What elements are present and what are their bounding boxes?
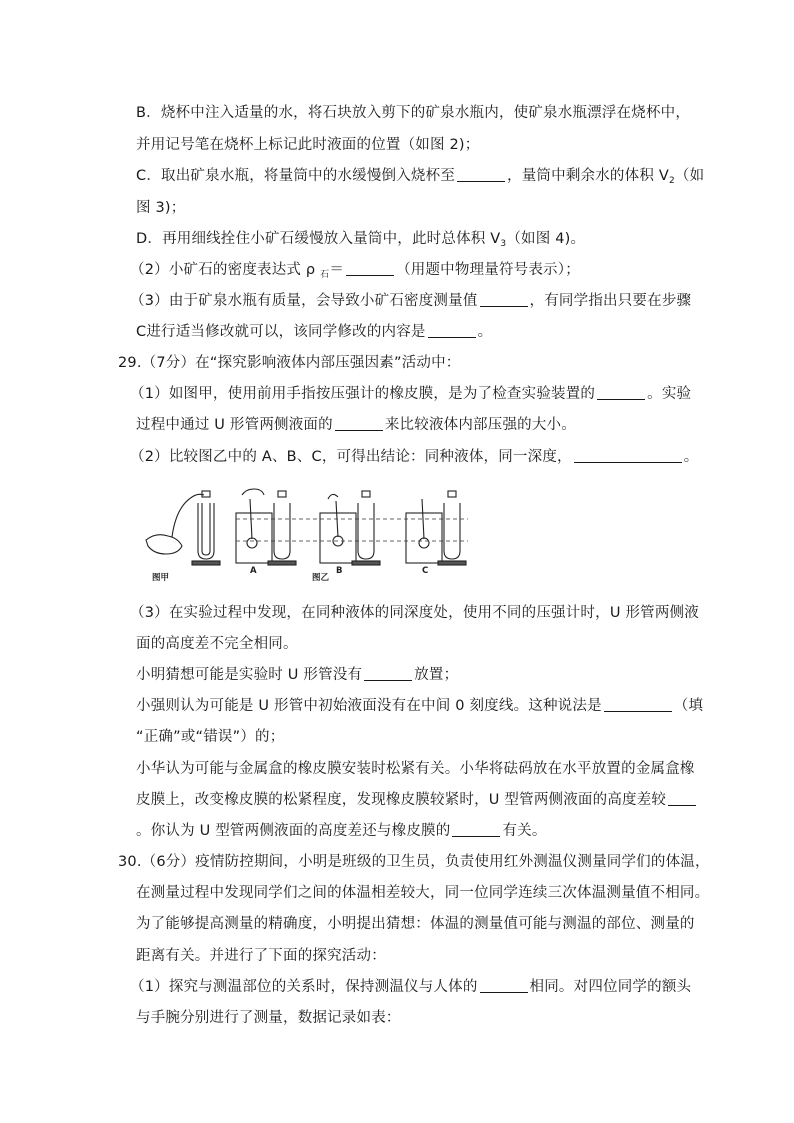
- probe-c: [419, 538, 429, 548]
- gauge-base: [352, 561, 380, 565]
- text-line: 过程中通过 U 形管两侧液面的 来比较液体内部压强的大小。: [136, 417, 576, 433]
- probe-a: [247, 538, 257, 548]
- text-line: 为了能够提高测量的精确度，小明提出猜想：体温的测量值可能与测温的部位、测量的: [136, 916, 695, 932]
- gauge-clamp: [278, 491, 286, 497]
- text-line: 距离有关。并进行了下面的探究活动：: [136, 948, 386, 964]
- hand-shape: [146, 535, 182, 554]
- hand-b: [328, 494, 338, 499]
- rubber-tube: [172, 494, 204, 537]
- figure-label-jia: 图甲: [152, 573, 170, 583]
- gauge-base: [438, 561, 466, 565]
- beaker-b: [320, 513, 356, 563]
- gauge-clamp: [448, 491, 456, 497]
- figure-svg: [138, 485, 478, 585]
- answer-blank[interactable]: [346, 261, 394, 276]
- text-line: 小明猜想可能是实验时 U 形管没有 放置；: [136, 667, 459, 683]
- u-tube-jia: [198, 503, 214, 559]
- gauge-clamp: [362, 491, 370, 497]
- text-line: （2）小矿石的密度表达式 ρ $_石$＝ （用题中物理量符号表示）；: [130, 262, 580, 280]
- text-line: 图 3)；: [136, 200, 186, 216]
- u-tube-a: [274, 503, 290, 559]
- text-line: 并用记号笔在烧杯上标记此时液面的位置（如图 2)；: [136, 137, 480, 153]
- answer-blank[interactable]: [668, 791, 696, 806]
- text-line: 小强则认为可能是 U 形管中初始液面没有在中间 0 刻度线。这种说法是 （填: [136, 698, 704, 714]
- u-tube-c: [444, 503, 460, 559]
- answer-blank[interactable]: [335, 416, 383, 431]
- text-line: 与手腕分别进行了测量，数据记录如表：: [136, 1010, 401, 1026]
- figure-label-yi: 图乙: [312, 573, 330, 583]
- answer-blank[interactable]: [597, 385, 645, 400]
- question-heading: 29.（7分）在“探究影响液体内部压强因素”活动中：: [118, 355, 461, 371]
- text-line: 。你认为 U 型管两侧液面的高度差还与橡皮膜的 有关。: [136, 823, 547, 839]
- gauge-base: [192, 561, 220, 565]
- text-line: 小华认为可能与金属盒的橡皮膜安装时松紧有关。小华将砝码放在水平放置的金属盒橡: [136, 761, 695, 777]
- text-line: （1）如图甲，使用前用手指按压强计的橡皮膜，是为了检查实验装置的 。实验: [130, 386, 692, 402]
- text-line: B．烧杯中注入适量的水，将石块放入剪下的矿泉水瓶内，使矿泉水瓶漂浮在烧杯中，: [136, 105, 691, 121]
- figure-label-a: A: [250, 566, 257, 576]
- figure-label-c: C: [422, 566, 429, 576]
- gauge-base: [268, 561, 296, 565]
- text-line: （3）在实验过程中发现，在同种液体的同深度处，使用不同的压强计时，U 形管两侧液: [130, 605, 699, 621]
- probe-stem-c: [422, 499, 424, 539]
- answer-blank[interactable]: [480, 978, 528, 993]
- figure-label-b: B: [336, 566, 343, 576]
- text-line: C进行适当修改就可以，该同学修改的内容是 。: [136, 324, 493, 340]
- question-heading: 30.（6分）疫情防控期间，小明是班级的卫生员，负责使用红外测温仪测量同学们的体温，: [118, 854, 710, 870]
- answer-blank[interactable]: [428, 323, 476, 338]
- answer-blank[interactable]: [604, 697, 672, 712]
- u-tube-b: [358, 503, 374, 559]
- text-line: 在测量过程中发现同学们之间的体温相差较大，同一位同学连续三次体温测量值不相同。: [136, 885, 710, 901]
- text-line: C．取出矿泉水瓶，将量筒中的水缓慢倒入烧杯至 ，量筒中剩余水的体积 $V_2$（如: [136, 168, 705, 186]
- text-line: 面的高度差不完全相同。: [136, 636, 298, 652]
- answer-blank[interactable]: [480, 292, 528, 307]
- answer-blank[interactable]: [457, 167, 505, 182]
- gauge-clamp: [202, 491, 210, 497]
- answer-blank[interactable]: [574, 448, 682, 463]
- text-line: （3）由于矿泉水瓶有质量，会导致小矿石密度测量值 ，有同学指出只要在步骤: [130, 293, 692, 309]
- text-line: “正确”或“错误”）的；: [136, 729, 285, 745]
- text-line: D．再用细线拴住小矿石缓慢放入量筒中，此时总体积 $V_3$（如图 4)。: [136, 231, 586, 249]
- u-tube-inner-jia: [202, 503, 210, 555]
- answer-blank[interactable]: [364, 666, 412, 681]
- tube-a: [242, 489, 264, 495]
- answer-blank[interactable]: [452, 822, 500, 837]
- text-line: （1）探究与测温部位的关系时，保持测温仪与人体的 相同。对四位同学的额头: [130, 979, 692, 995]
- text-line: （2）比较图乙中的 A、B、C，可得出结论：同种液体，同一深度， 。: [130, 449, 699, 465]
- text-line: 皮膜上，改变橡皮膜的松紧程度，发现橡皮膜较紧时，U 型管两侧液面的高度差较: [136, 790, 698, 810]
- pressure-gauge-figure: [138, 485, 478, 585]
